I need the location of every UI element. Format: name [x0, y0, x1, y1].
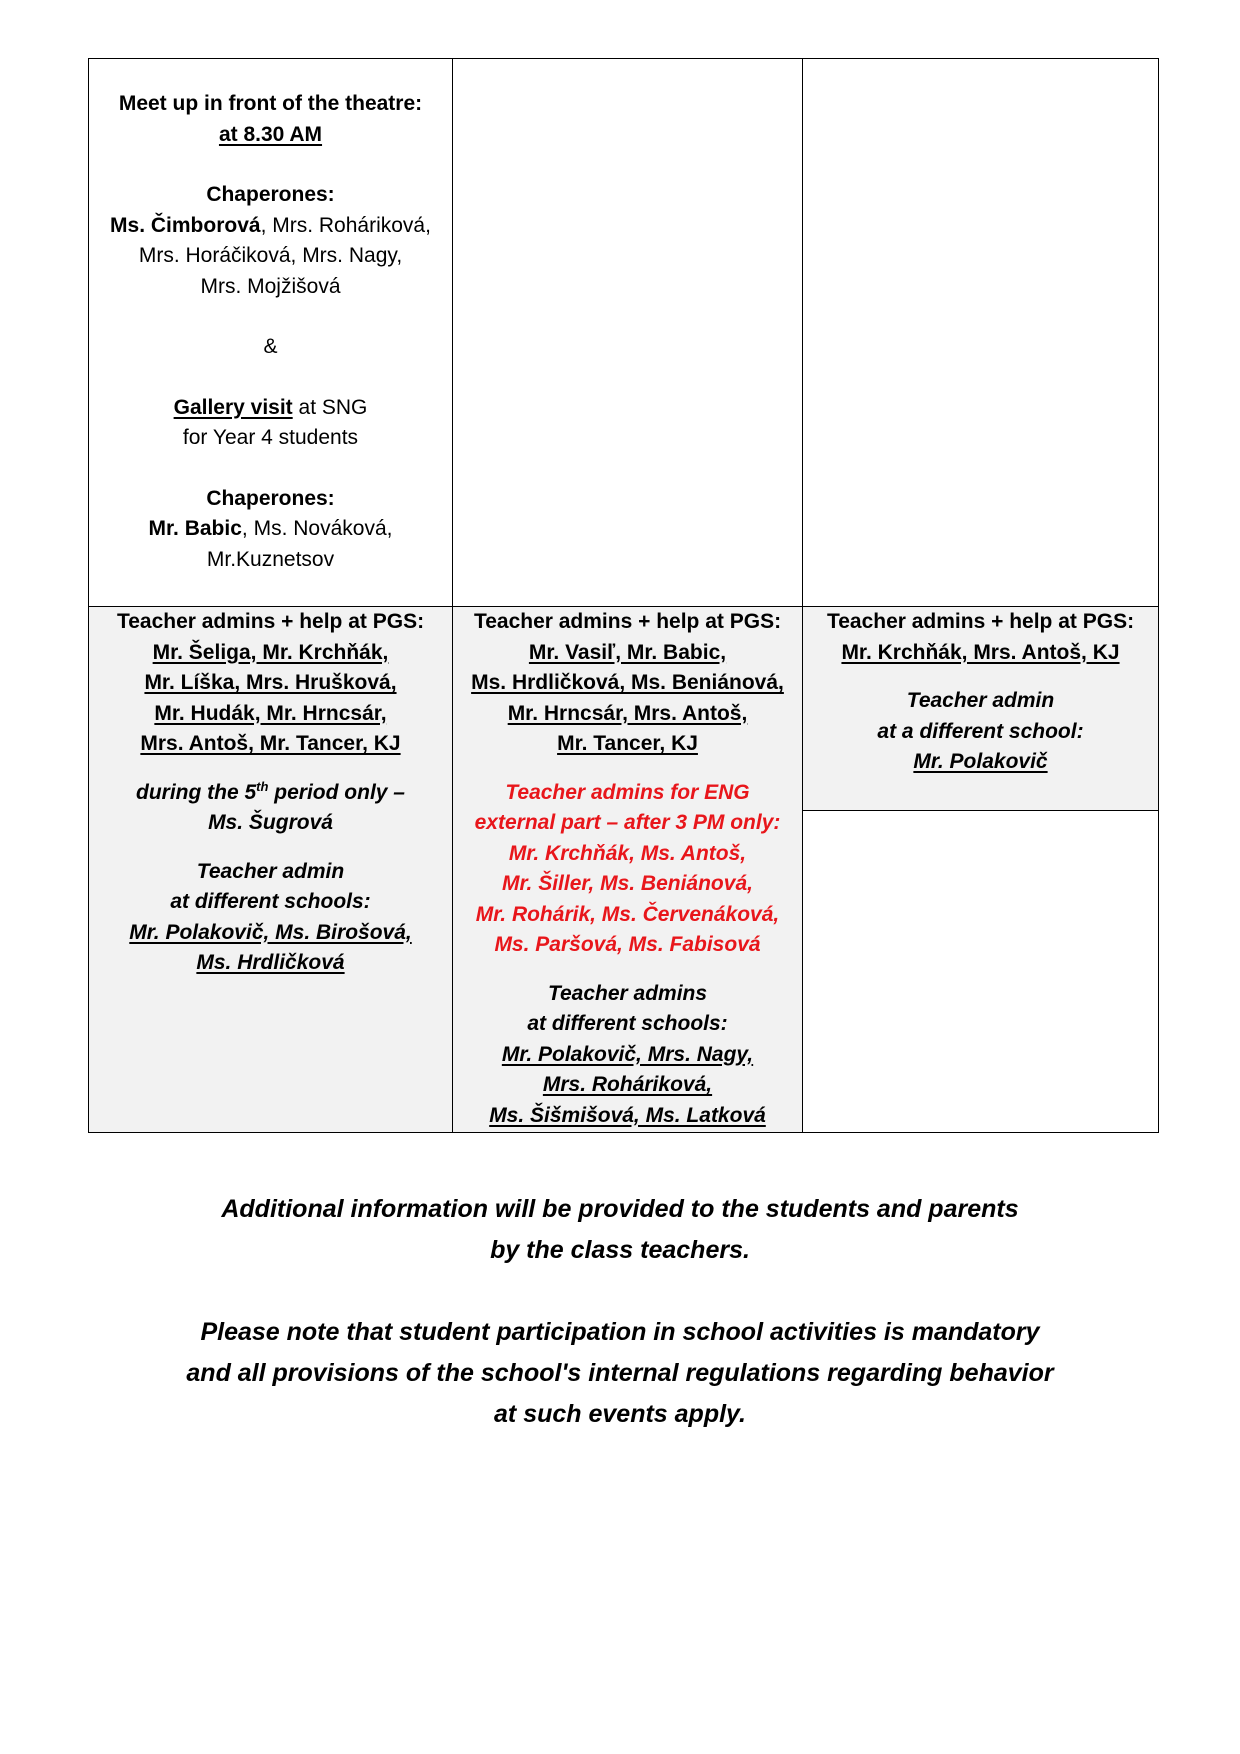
chaperones-line: Mrs. Mojžišová [200, 274, 341, 298]
note-line: Please note that student participation in school activities is mandatory [200, 1318, 1040, 1346]
admin-names: Mr. Polakovič [913, 750, 1048, 773]
admins-heading: Teacher admins + help at PGS: [826, 610, 1135, 633]
admin-names: Mr. Líška, Mrs. Hrušková, [144, 671, 397, 694]
gallery-year: for Year 4 students [182, 426, 359, 449]
admin-names: Mr. Polakovič, Ms. Birošová, [129, 920, 412, 944]
gallery-visit: Gallery visit [173, 395, 293, 419]
note-line: and all provisions of the school's internal regulations regarding behavior [186, 1359, 1054, 1387]
chaperone-lead: Ms. Čimborová [110, 213, 261, 237]
admins-heading: Teacher admins + help at PGS: [116, 610, 425, 633]
admin-names: Mr. Vasiľ, Mr. Babic, [528, 640, 727, 664]
admin-names: Mr. Hrncsár, Mrs. Antoš, [507, 701, 748, 725]
chaperones-rest: , Mrs. Rohárikovа́, [260, 213, 431, 237]
admin-names: Mr. Krchňák, Mrs. Antoš, KJ [841, 640, 1120, 664]
empty-cell [803, 59, 1159, 607]
chaperones-line: Mr.Kuznetsov [206, 547, 335, 571]
diff-schools-label: Teacher admins [547, 981, 708, 1005]
diff-schools-label: at different schools: [170, 890, 371, 913]
empty-cell [453, 59, 803, 607]
admin-names: Mrs. Antoš, Mr. Tancer, KJ [140, 732, 401, 755]
gallery-line [93, 393, 448, 424]
empty-cell [803, 811, 1159, 1133]
admin-names: Mr. Šeliga, Mr. Krchňák, [152, 640, 389, 664]
ampersand: & [263, 335, 278, 358]
period-note: during the 5th period only – [136, 778, 405, 804]
additional-notes [0, 1189, 1240, 1435]
admin-names: Mr. Tancer, KJ [557, 732, 698, 755]
admins-heading: Teacher admins + help at PGS: [473, 610, 782, 633]
eng-admins: Mr. Rohárik, Ms. Červenáková, [475, 902, 780, 926]
admins-cell-2 [453, 607, 803, 1133]
theatre-cell [89, 59, 453, 607]
gallery-rest: at SNG [292, 395, 368, 419]
eng-admins: Ms. Paršová, Ms. Fabisová [494, 933, 761, 956]
eng-admins: Teacher admins for ENG [505, 780, 750, 804]
chaperones-line [93, 211, 448, 242]
admin-names: Ms. Šišmišová, Ms. Latková [489, 1103, 766, 1127]
period-name: Ms. Šugrová [208, 811, 333, 834]
diff-schools-label: at different schools: [527, 1012, 728, 1035]
chaperones-line [93, 514, 448, 545]
schedule-table [88, 58, 1159, 1133]
note-line: at such events apply. [494, 1400, 746, 1428]
meet-line: Meet up in front of the theatre: [118, 92, 423, 115]
eng-admins: Mr. Šiller, Ms. Beniánová, [502, 872, 753, 895]
table-row [89, 607, 1159, 811]
chaperones-rest: , Ms. Nováková, [241, 517, 393, 540]
note-line: by the class teachers. [490, 1236, 750, 1264]
diff-schools-label: Teacher admin [906, 689, 1055, 712]
note-line: Additional information will be provided to the students and parents [221, 1195, 1019, 1223]
admin-names: Ms. Hrdličková [196, 951, 345, 974]
chaperones-line: Mrs. Horáčiková, Mrs. Nagy, [138, 244, 403, 267]
admin-names: Ms. Hrdličková, Ms. Beniánová, [471, 671, 784, 694]
admin-names: Mr. Hudák, Mr. Hrncsár, [154, 701, 387, 725]
chaperones-heading: Chaperones: [206, 486, 335, 510]
table-row [89, 59, 1159, 607]
chaperone-lead: Mr. Babic [148, 517, 242, 540]
diff-schools-label: at a different school: [877, 719, 1084, 743]
admin-names: Mr. Polakovič, Mrs. Nagy, [501, 1042, 754, 1066]
eng-admins: Mr. Krchňák, Ms. Antoš, [508, 841, 747, 865]
meet-time: at 8.30 AM [218, 122, 323, 146]
admins-cell-3 [803, 607, 1159, 811]
diff-schools-label: Teacher admin [196, 859, 345, 883]
eng-admins: external part – after 3 PM only: [474, 811, 781, 834]
chaperones-heading: Chaperones: [206, 183, 335, 206]
admin-names: Mrs. Rohárikovа́, [542, 1073, 713, 1096]
admins-cell-1 [89, 607, 453, 1133]
